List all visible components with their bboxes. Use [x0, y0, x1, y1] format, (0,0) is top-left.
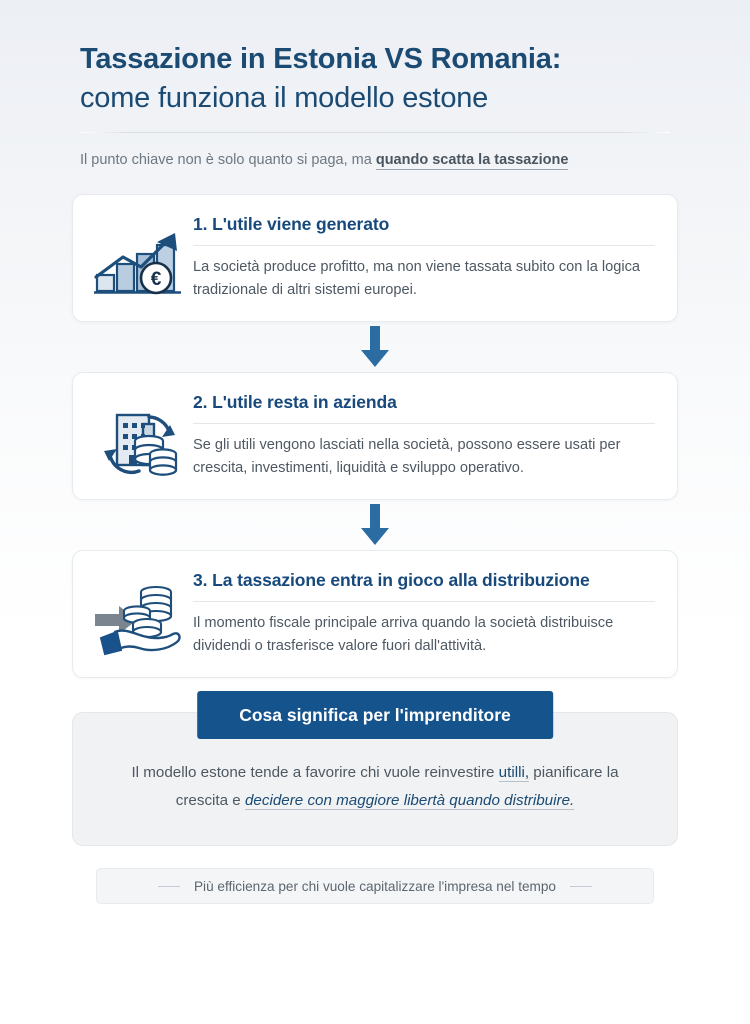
- footer-section: [36, 868, 714, 904]
- conclusion-highlight-2: decidere con maggiore libertà quando distribuire.: [244, 792, 575, 809]
- step-card-3-title: 3. La tassazione entra in gioco alla distribuzione: [193, 570, 590, 590]
- hand-coins-arrow-icon: [91, 568, 187, 654]
- footer-bar: [96, 868, 654, 904]
- building-coins-cycle-icon: [91, 390, 187, 476]
- step-card-2-body: [187, 390, 655, 480]
- header: [36, 0, 714, 170]
- page-title-line-1: Tassazione in Estonia VS Romania:: [80, 43, 562, 75]
- subtitle: [80, 150, 670, 170]
- footer-dash-left: [158, 886, 180, 887]
- down-arrow-icon: [360, 504, 390, 546]
- subtitle-plain-text: Il punto chiave non è solo quanto si paga, ma: [80, 152, 376, 168]
- connector-2: [72, 500, 678, 550]
- step-card-2-text: Se gli utili vengono lasciati nella società, possono essere usati per crescita, investimenti, liquidità e sviluppo operativo.: [193, 437, 621, 476]
- connector-1: [72, 322, 678, 372]
- growth-chart-euro-icon: [91, 212, 187, 298]
- subtitle-emphasis-text: quando scatta la tassazione: [375, 152, 569, 168]
- footer-text: Più efficienza per chi vuole capitalizzare l'impresa nel tempo: [193, 878, 556, 894]
- step-card-1-title: 1. L'utile viene generato: [193, 214, 390, 234]
- step-card-2: [72, 372, 678, 500]
- conclusion-highlight-1: utilli,: [498, 764, 530, 781]
- title-divider: [80, 132, 670, 133]
- step-card-3-body: [187, 568, 655, 658]
- step-card-1-text: La società produce profitto, ma non viene tassata subito con la logica tradizionale di altri sistemi europei.: [193, 259, 641, 298]
- step-card-3: [72, 550, 678, 678]
- svg-text:€: €: [150, 269, 162, 290]
- steps-list: [36, 194, 714, 678]
- footer-dash-right: [570, 886, 592, 887]
- step-card-2-divider: [193, 423, 655, 424]
- step-card-2-title: 2. L'utile resta in azienda: [193, 392, 397, 412]
- step-card-1: [72, 194, 678, 322]
- conclusion-text: [113, 759, 637, 815]
- conclusion-panel: [72, 705, 678, 846]
- conclusion-section: [36, 705, 714, 846]
- step-card-1-body: [187, 212, 655, 302]
- step-card-3-divider: [193, 601, 655, 602]
- conclusion-header-badge: Cosa significa per l'imprenditore: [197, 691, 553, 739]
- step-card-1-divider: [193, 245, 655, 246]
- down-arrow-icon: [360, 326, 390, 368]
- page-title-line-2: come funziona il modello estone: [80, 82, 489, 114]
- conclusion-text-part-2: pianificare la crescita e: [175, 764, 619, 809]
- conclusion-text-part-1: Il modello estone tende a favorire chi vuole reinvestire: [131, 764, 499, 781]
- step-card-3-text: Il momento fiscale principale arriva quando la società distribuisce dividendi o trasferisce valore fuori dall'attività.: [193, 615, 614, 654]
